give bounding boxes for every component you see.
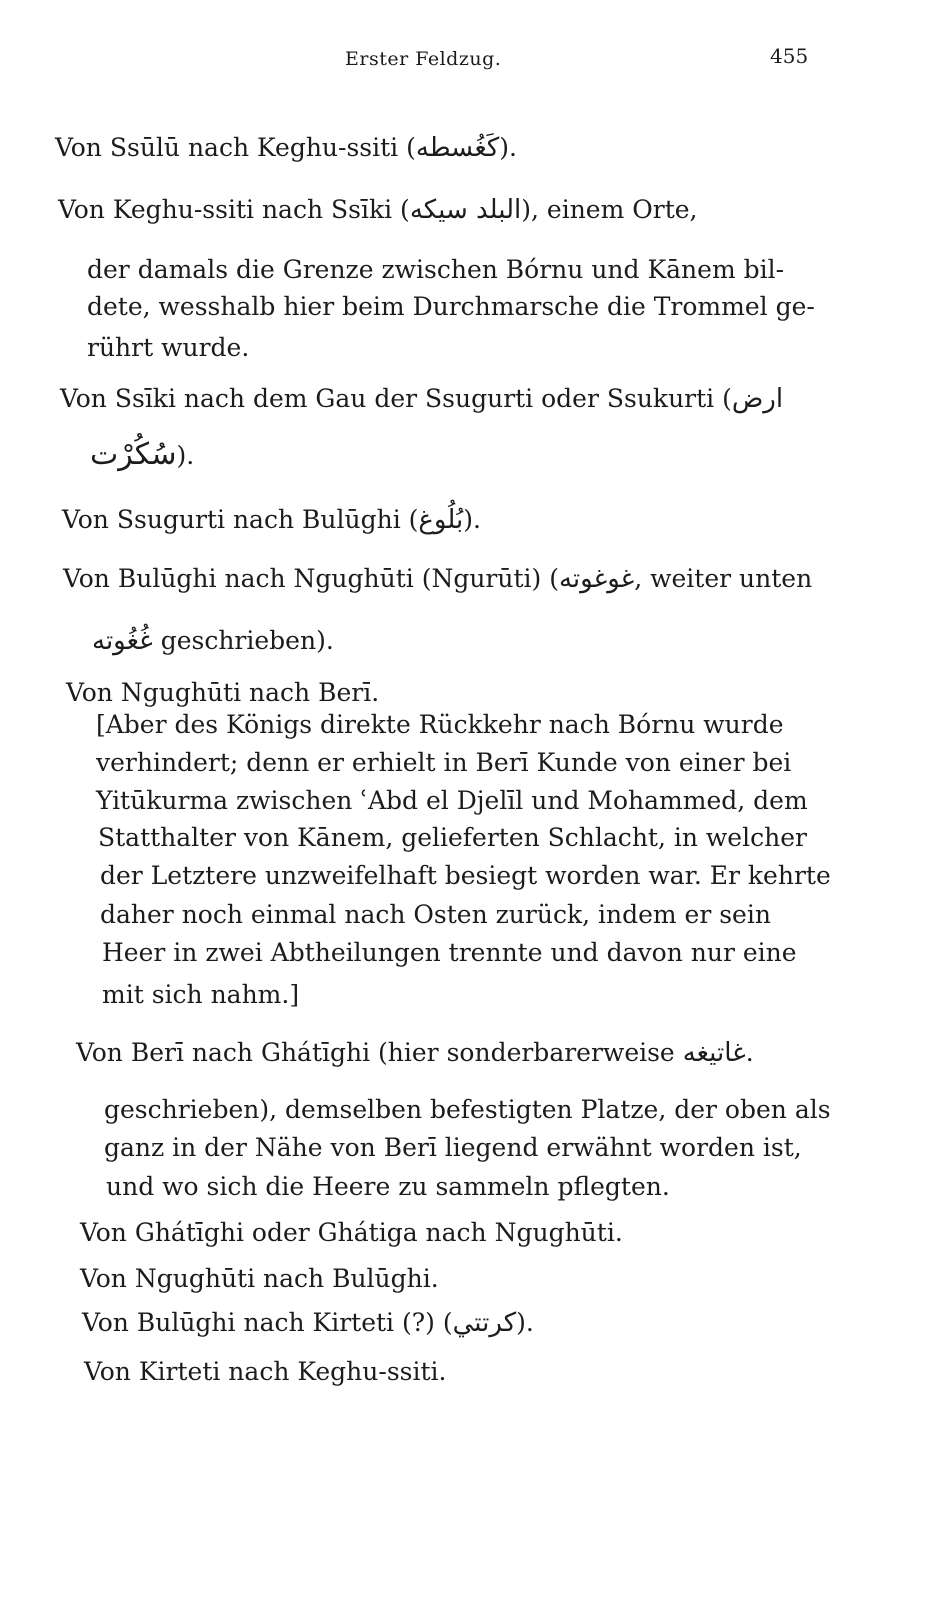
line-text: Von Bulūghi nach Ngughūti (Ngurūti) ( <box>63 564 559 593</box>
text-line: Yitūkurma zwischen ʿAbd el Djelīl und Mohammed, dem <box>96 786 808 815</box>
text-line: daher noch einmal nach Osten zurück, indem er sein <box>100 900 771 929</box>
arabic-place-name: غاتيغه <box>682 1038 746 1068</box>
text-line: verhindert; denn er erhielt in Berī Kunde von einer bei <box>96 748 792 777</box>
itinerary-line <box>55 133 517 163</box>
text-line: der damals die Grenze zwischen Bórnu und Kānem bil- <box>87 255 785 284</box>
line-text: geschrieben). <box>152 626 334 655</box>
arabic-place-name: سُكُرْت <box>90 437 177 472</box>
text-line: dete, wesshalb hier beim Durchmarsche die Trommel ge- <box>87 292 815 321</box>
running-title: Erster Feldzug. <box>345 48 502 70</box>
line-text: . <box>745 1038 754 1067</box>
itinerary-line <box>90 437 195 472</box>
line-text: Von Ssūlū nach Keghu-ssiti ( <box>55 133 416 162</box>
itinerary-line <box>60 384 783 414</box>
text-line: der Letztere unzweifelhaft besiegt worden war. Er kehrte <box>100 861 831 890</box>
text-line: Heer in zwei Abtheilungen trennte und davon nur eine <box>102 938 797 967</box>
text-line: Von Ngughūti nach Berī. <box>66 678 380 707</box>
text-line: Statthalter von Kānem, gelieferten Schlacht, in welcher <box>98 823 807 852</box>
text-line: Von Ghátīghi oder Ghátiga nach Ngughūti. <box>80 1218 623 1247</box>
itinerary-line <box>92 626 334 656</box>
arabic-place-name: غُغُوته <box>92 626 153 656</box>
text-line: Von Kirteti nach Keghu-ssiti. <box>84 1357 447 1386</box>
text-line: [Aber des Königs direkte Rückkehr nach Bórnu wurde <box>96 710 784 739</box>
text-line: mit sich nahm.] <box>102 980 300 1009</box>
text-line: geschrieben), demselben befestigten Platze, der oben als <box>104 1095 831 1124</box>
line-text: ), einem Orte, <box>521 195 698 224</box>
text-line: ganz in der Nähe von Berī liegend erwähnt worden ist, <box>104 1133 802 1162</box>
itinerary-line <box>62 505 481 535</box>
text-line: Von Ngughūti nach Bulūghi. <box>80 1264 439 1293</box>
arabic-place-name: كرتتي <box>452 1308 517 1338</box>
itinerary-line <box>82 1308 534 1338</box>
arabic-place-name: ارض <box>731 384 784 414</box>
text-line: und wo sich die Heere zu sammeln pflegten. <box>106 1172 670 1201</box>
text-line: rührt wurde. <box>87 333 250 362</box>
itinerary-line <box>58 195 698 225</box>
arabic-place-name: غوغوته <box>558 564 635 594</box>
itinerary-line <box>76 1038 754 1068</box>
line-text: ). <box>499 133 517 162</box>
line-text: Von Berī nach Ghátīghi (hier sonderbarerweise <box>76 1038 683 1067</box>
line-text: , weiter unten <box>634 564 813 593</box>
line-text: Von Ssugurti nach Bulūghi ( <box>62 505 419 534</box>
arabic-place-name: البلد سيكه <box>409 195 522 225</box>
line-text: ). <box>516 1308 534 1337</box>
line-text: Von Keghu-ssiti nach Ssīki ( <box>58 195 410 224</box>
line-text: ). <box>176 441 195 470</box>
page-number: 455 <box>770 44 809 68</box>
line-text: Von Ssīki nach dem Gau der Ssugurti oder Ssukurti ( <box>60 384 732 413</box>
arabic-place-name: بُلُوغ <box>418 505 464 535</box>
line-text: ). <box>463 505 481 534</box>
line-text: Von Bulūghi nach Kirteti (?) ( <box>82 1308 453 1337</box>
itinerary-line <box>63 564 812 594</box>
arabic-place-name: كَغُسطه <box>415 133 500 163</box>
